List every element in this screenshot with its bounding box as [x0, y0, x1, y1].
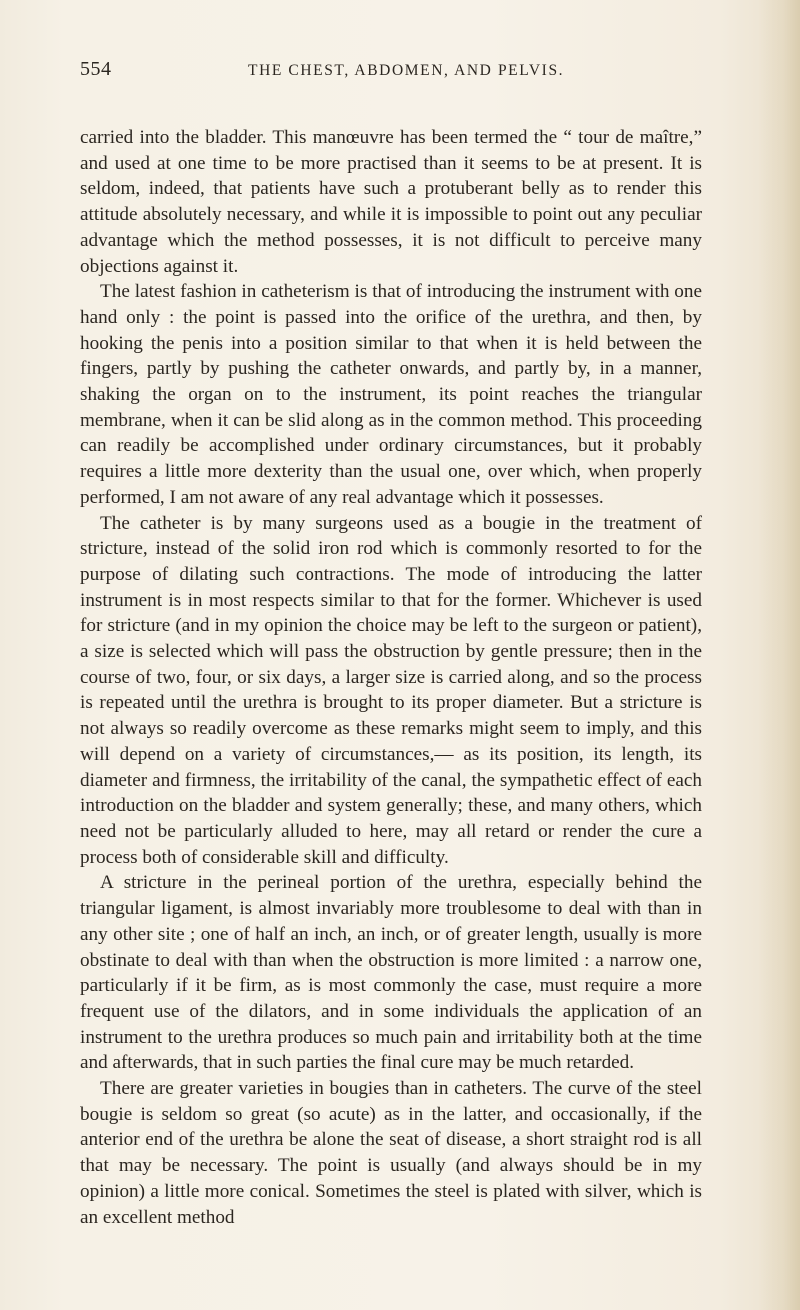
paragraph-perineal-stricture: A stricture in the perineal portion of the urethra, especially behind the triangular ligament, is almost invariably more troublesome to deal with than in any other site ; one of half an inch, an inch, or of greater length, usually is more obstinate to deal with than when the obstruction is more limited : a narrow one, particularly if it be firm, as is most commonly the case, must require a more frequent use of the dilators, and in some individuals the application of an instrument to the urethra produces so much pain and irritability both at the time and afterwards, that in such parties the final cure may be much retarded. [80, 872, 702, 1074]
page-number: 554 [80, 58, 112, 80]
page-header [80, 58, 700, 84]
body-text [80, 125, 702, 1230]
paragraph-bougie-varieties: There are greater varieties in bougies than in catheters. The curve of the steel bougie is seldom so great (so acute) as in the latter, and occasionally, if the anterior end of the urethra be alone the seat of disease, a short straight rod is all that may be necessary. The point is usually (and always should be in my opinion) a little more conical. Sometimes the steel is plated with silver, which is an excellent method [80, 1078, 702, 1228]
paragraph-catheterism-one-hand: The latest fashion in catheterism is that of introducing the instrument with one hand only : the point is passed into the orifice of the urethra, and then, by hooking the penis into a position similar to that when it is held between the fingers, partly by pushing the catheter onwards, and partly by, in a manner, shaking the organ on to the instrument, its point reaches the triangular membrane, when it can be slid along as in the common method. This proceeding can readily be accomplished under ordinary circumstances, but it probably requires a little more dexterity than the usual one, over which, when properly performed, I am not aware of any real advantage which it possesses. [80, 281, 702, 508]
running-title: THE CHEST, ABDOMEN, AND PELVIS. [248, 62, 565, 79]
paragraph-continued: carried into the bladder. This manœuvre has been termed the “ tour de maître,” and used at one time to be more practised than it seems to be at present. It is seldom, indeed, that patients have such a protuberant belly as to render this attitude absolutely necessary, and while it is impossible to point out any peculiar advantage which the method possesses, it is not difficult to perceive many objections against it. [80, 127, 702, 277]
page-edge-shadow [758, 0, 800, 1310]
paragraph-catheter-as-bougie: The catheter is by many surgeons used as a bougie in the treatment of stricture, instead of the solid iron rod which is commonly resorted to for the purpose of dilating such contractions. The mode of introducing the latter instrument is in most respects similar to that for the former. Whichever is used for stricture (and in my opinion the choice may be left to the surgeon or patient), a size is selected which will pass the obstruction by gentle pressure; then in the course of two, four, or six days, a larger size is carried along, and so the process is repeated until the urethra is brought to its proper diameter. But a stricture is not always so readily overcome as these remarks might seem to imply, and this will depend on a variety of circumstances,— as its position, its length, its diameter and firmness, the irritability of the canal, the sympathetic effect of each introduction on the bladder and system generally; these, and many others, which need not be particularly alluded to here, may all retard or render the cure a process both of considerable skill and difficulty. [80, 512, 702, 868]
